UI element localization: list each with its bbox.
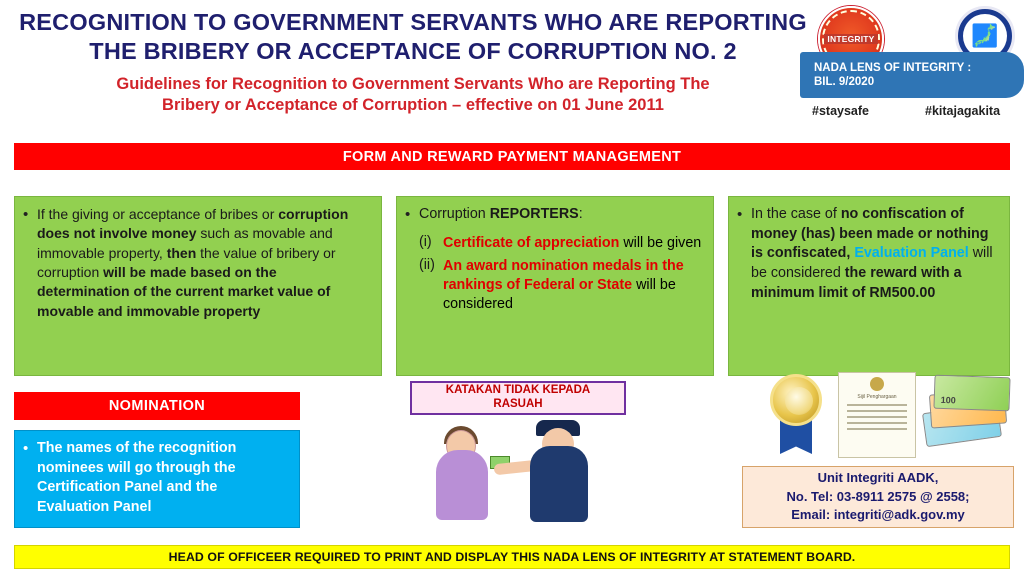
bullet-row <box>15 431 299 518</box>
medal-disc-inner-shape <box>785 387 813 415</box>
text-segment: then <box>166 244 197 261</box>
nada-lens-banner <box>800 52 1024 98</box>
roman-list-item <box>419 234 713 253</box>
content-box-no-confiscation <box>728 196 1010 376</box>
page-subtitle-line2: Bribery or Acceptance of Corruption – effective on 01 June 2011 <box>162 95 664 114</box>
content-box-nomination <box>14 430 300 528</box>
nomination-header-label: NOMINATION <box>108 398 206 414</box>
roman-list-marker: (ii) <box>419 256 435 273</box>
contact-email: Email: integriti@adk.gov.my <box>791 507 965 523</box>
bullet-row <box>397 197 713 225</box>
page-title-line2: THE BRIBERY OR ACCEPTANCE OF CORRUPTION NO. 2 <box>89 37 737 64</box>
contact-unit: Unit Integriti AADK, <box>817 470 939 486</box>
medal-disc-shape <box>770 374 822 426</box>
banknotes-icon <box>922 374 1014 454</box>
footer-bar <box>14 545 1010 569</box>
hashtag-staysafe: #staysafe <box>812 104 869 118</box>
certificate-seal-shape <box>870 377 884 391</box>
nada-lens-banner-line1: NADA LENS OF INTEGRITY : <box>814 61 972 74</box>
section-header-bar <box>14 143 1010 170</box>
bullet-icon: • <box>405 206 411 223</box>
text-segment: Certificate of appreciation <box>443 235 620 252</box>
box2-lead <box>419 205 583 225</box>
page-title <box>18 8 808 65</box>
certificate-line <box>847 416 907 418</box>
bullet-row <box>729 197 1009 304</box>
text-segment: REPORTERS <box>489 206 579 222</box>
page-title-line1: RECOGNITION TO GOVERNMENT SERVANTS WHO ARE REPORTING <box>19 9 807 35</box>
footer-label: HEAD OF OFFICEER REQUIRED TO PRINT AND DISPLAY THIS NADA LENS OF INTEGRITY AT STATEMENT BOARD. <box>168 550 856 564</box>
text-segment: will be given <box>619 235 702 252</box>
nomination-text: The names of the recognition nominees will go through the Certification Panel and the Evaluation Panel <box>37 440 237 516</box>
certificate-caption: Sijil Penghargaan <box>857 394 897 400</box>
certificate-line <box>847 410 907 412</box>
certificate-line <box>847 404 907 406</box>
text-segment: Evaluation Panel <box>854 245 969 262</box>
nomination-header-bar <box>14 392 300 420</box>
certificate-line <box>847 428 907 430</box>
contact-box <box>742 466 1014 528</box>
content-box-payment-determination <box>14 196 382 376</box>
text-segment: In the case of <box>751 206 841 222</box>
text-segment: will be considered <box>443 276 676 313</box>
bullet-icon: • <box>23 440 29 457</box>
bribery-refusal-illustration <box>418 418 628 530</box>
text-segment: An award nomination medals in the rankings of Federal or State <box>443 257 684 293</box>
say-no-sign-line1: KATAKAN TIDAK KEPADA <box>445 384 591 397</box>
certificate-icon <box>838 372 916 458</box>
text-segment: no confiscation of money (has) been made or nothing is confiscated, <box>751 206 989 262</box>
integrity-badge-label: INTEGRITY <box>824 34 877 45</box>
text-segment: : <box>578 206 583 222</box>
text-segment: If the giving or acceptance of bribes or <box>37 206 279 222</box>
box3-text <box>751 205 999 304</box>
header <box>0 0 1024 140</box>
roman-list-text <box>443 257 713 315</box>
officer-body-shape <box>530 446 588 522</box>
say-no-to-bribery-sign <box>410 381 626 415</box>
banknote <box>933 375 1010 412</box>
bullet-icon: • <box>23 206 29 223</box>
nada-lens-banner-line2: BIL. 9/2020 <box>814 76 875 88</box>
bullet-row <box>15 197 381 321</box>
roman-list-item <box>419 257 713 315</box>
box2-roman-list <box>419 234 713 314</box>
content-box-reporters <box>396 196 714 376</box>
roman-list-marker: (i) <box>419 234 432 251</box>
woman-body-shape <box>436 450 488 520</box>
section-header-label: FORM AND REWARD PAYMENT MANAGEMENT <box>342 148 682 165</box>
text-segment: corruption does not involve money <box>37 206 349 242</box>
text-segment: will be considered <box>751 245 993 282</box>
roman-list-text <box>443 234 701 253</box>
banknote-value: 100 <box>940 394 956 406</box>
box1-text <box>37 205 371 321</box>
text-segment: the reward with a minimum limit of RM500.00 <box>751 265 962 301</box>
text-segment: the value of bribery or corruption <box>37 244 336 280</box>
text-segment: will be made based on the determination of the current market value of movable and immovable property <box>37 263 331 319</box>
bottom-strip <box>0 570 1024 576</box>
title-block <box>18 8 808 116</box>
page-subtitle <box>18 74 808 115</box>
text-segment: Corruption <box>419 206 490 222</box>
eagle-icon: 🗾 <box>971 23 999 48</box>
bullet-icon: • <box>737 206 743 223</box>
say-no-sign-line2: RASUAH <box>493 398 543 410</box>
certificate-line <box>847 422 907 424</box>
contact-phone: No. Tel: 03-8911 2575 @ 2558; <box>786 488 970 504</box>
page-subtitle-line1: Guidelines for Recognition to Government Servants Who are Reporting The <box>116 75 710 94</box>
text-segment: such as movable and immovable property, <box>37 225 333 261</box>
gold-medal-icon <box>766 372 826 456</box>
hashtag-kitajagakita: #kitajagakita <box>925 104 1001 118</box>
